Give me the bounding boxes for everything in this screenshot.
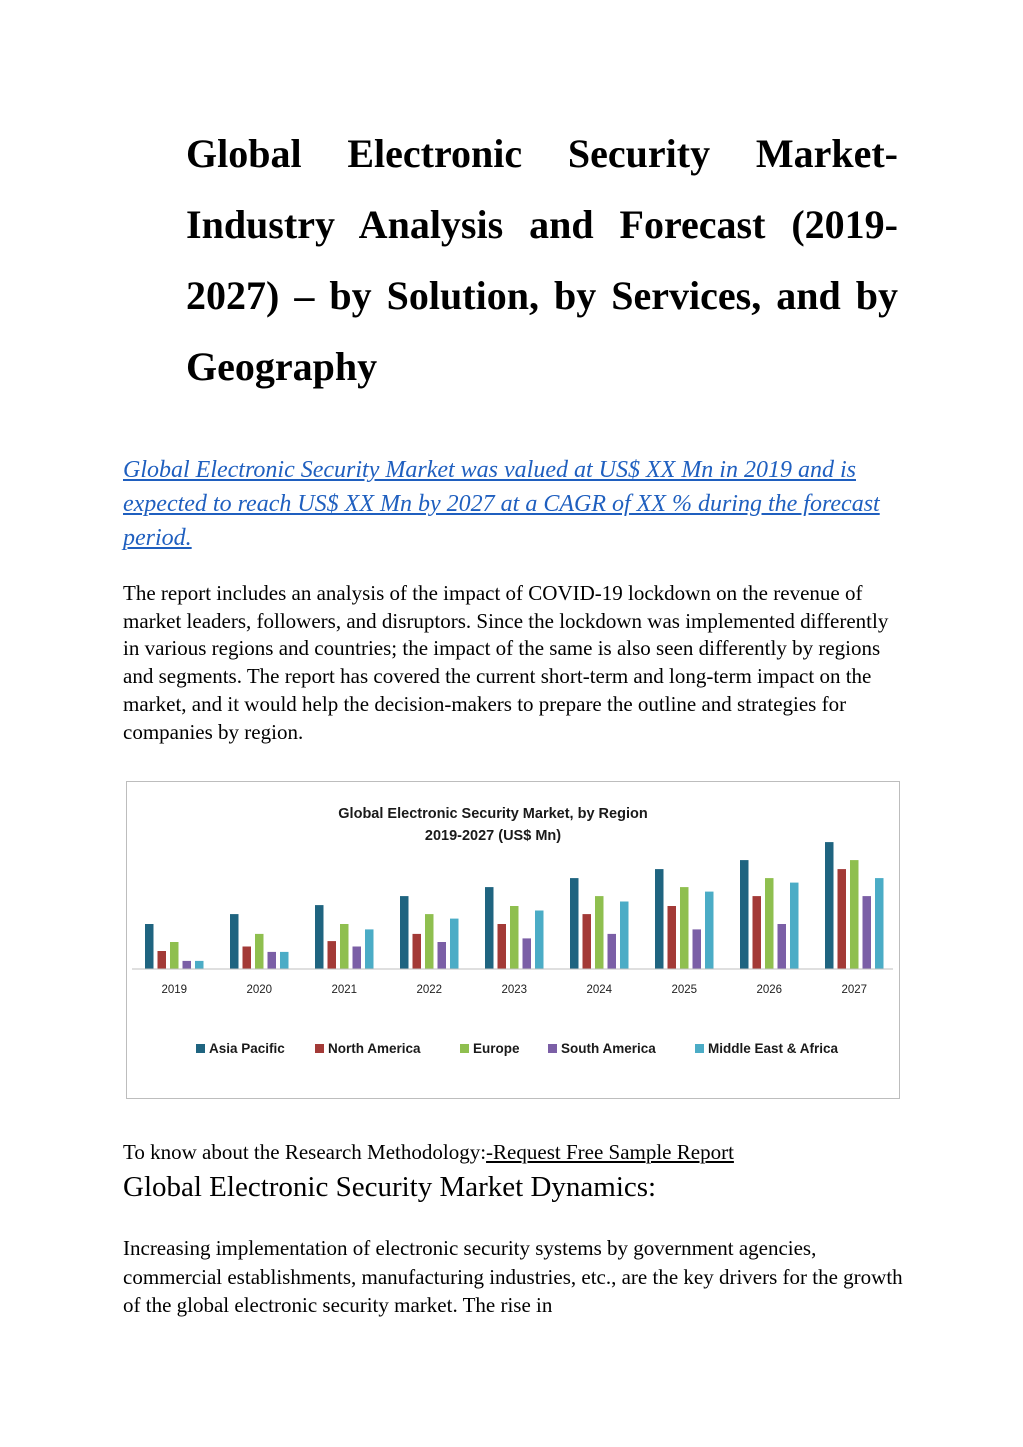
bar-2023-south-america	[523, 938, 532, 969]
bar-2022-south-america	[438, 942, 447, 969]
legend-swatch-north-america	[315, 1044, 324, 1053]
document-title: Global Electronic Security Market- Industry Analysis and Forecast (2019-2027) – by Solution, by Services, and by Geography	[186, 131, 898, 389]
bar-2026-europe	[765, 878, 774, 969]
bar-2027-europe	[850, 860, 859, 969]
bar-2019-europe	[170, 942, 179, 969]
bar-2024-middle-east-africa	[620, 902, 629, 970]
legend-label-north-america: North America	[328, 1041, 421, 1056]
x-tick-label: 2022	[416, 984, 443, 996]
bar-2023-asia-pacific	[485, 887, 494, 969]
bar-2021-north-america	[328, 941, 337, 969]
bar-2023-middle-east-africa	[535, 911, 544, 970]
bar-2022-europe	[425, 914, 434, 969]
dynamics-heading: Global Electronic Security Market Dynamics:	[123, 1171, 657, 1203]
bar-2020-middle-east-africa	[280, 952, 289, 969]
bar-2021-south-america	[353, 947, 362, 970]
bar-2026-asia-pacific	[740, 860, 749, 969]
methodology-prefix: To know about the Research Methodology:	[123, 1140, 487, 1164]
bar-2024-south-america	[608, 934, 617, 969]
x-tick-label: 2020	[246, 984, 273, 996]
bar-2025-asia-pacific	[655, 869, 664, 969]
bar-2025-north-america	[668, 906, 677, 969]
legend-swatch-europe	[460, 1044, 469, 1053]
x-tick-label: 2023	[501, 984, 528, 996]
request-sample-link[interactable]: -Request Free Sample Report	[486, 1140, 734, 1164]
x-tick-label: 2026	[756, 984, 783, 996]
legend-label-asia-pacific: Asia Pacific	[209, 1041, 285, 1056]
legend-label-europe: Europe	[473, 1041, 520, 1056]
bar-2027-south-america	[863, 896, 872, 969]
market-summary-link[interactable]: Global Electronic Security Market was valued at US$ XX Mn in 2019 and is expected to reach US$ XX Mn by 2027 at a CAGR of XX % during the forecast period.	[123, 457, 880, 551]
bar-2025-middle-east-africa	[705, 892, 714, 969]
legend-swatch-asia-pacific	[196, 1044, 205, 1053]
chart-title-line1: Global Electronic Security Market, by Region	[338, 806, 648, 822]
bar-2026-south-america	[778, 924, 787, 969]
methodology-line	[123, 1138, 903, 1166]
x-tick-label: 2021	[331, 984, 358, 996]
bar-2024-europe	[595, 896, 604, 969]
legend-swatch-south-america	[548, 1044, 557, 1053]
x-axis-ticks	[161, 984, 867, 996]
bar-2023-europe	[510, 906, 519, 969]
region-chart	[126, 781, 900, 1099]
legend-label-south-america: South America	[561, 1041, 656, 1056]
legend-swatch-middle-east-africa	[695, 1044, 704, 1053]
chart-canvas	[127, 782, 899, 1098]
legend-label-middle-east-africa: Middle East & Africa	[708, 1041, 839, 1056]
bar-2019-north-america	[158, 951, 167, 969]
bar-2025-south-america	[693, 929, 702, 969]
x-tick-label: 2024	[586, 984, 613, 996]
bar-2026-north-america	[753, 896, 762, 969]
bar-2025-europe	[680, 887, 689, 969]
bar-2019-asia-pacific	[145, 924, 154, 969]
x-tick-label: 2027	[841, 984, 868, 996]
bar-2024-asia-pacific	[570, 878, 579, 969]
bar-2021-middle-east-africa	[365, 929, 374, 969]
bar-2020-south-america	[268, 952, 277, 969]
bar-2022-asia-pacific	[400, 896, 409, 969]
covid-impact-paragraph: The report includes an analysis of the impact of COVID-19 lockdown on the revenue of market leaders, followers, and disruptors. Since the lockdown was implemented differently in various regions and countries; the impact of the same is also seen differently by regions and segments. The report has covered the current short-term and long-term impact on the market, and it would help the decision-makers to prepare the outline and strategies for companies by region.	[123, 581, 889, 744]
dynamics-paragraph: Increasing implementation of electronic security systems by government agencies, commercial establishments, manufacturing industries, etc., are the key drivers for the growth of the global electronic security market. The rise in	[123, 1236, 903, 1317]
bar-2027-middle-east-africa	[875, 878, 884, 969]
bar-2022-north-america	[413, 934, 422, 969]
bar-2027-north-america	[838, 869, 847, 969]
bar-2022-middle-east-africa	[450, 919, 459, 969]
bar-2020-europe	[255, 934, 264, 969]
chart-legend	[196, 1041, 839, 1056]
bar-2020-north-america	[243, 947, 252, 970]
bar-2024-north-america	[583, 914, 592, 969]
bar-2021-europe	[340, 924, 349, 969]
chart-title-line2: 2019-2027 (US$ Mn)	[424, 828, 562, 844]
bar-2027-asia-pacific	[825, 842, 834, 969]
bar-2019-middle-east-africa	[195, 961, 204, 969]
chart-bars	[145, 842, 884, 969]
bar-2023-north-america	[498, 924, 507, 969]
bar-2021-asia-pacific	[315, 905, 324, 969]
x-tick-label: 2025	[671, 984, 698, 996]
x-tick-label: 2019	[161, 984, 188, 996]
bar-2020-asia-pacific	[230, 914, 239, 969]
bar-2019-south-america	[183, 961, 192, 969]
bar-2026-middle-east-africa	[790, 883, 799, 969]
